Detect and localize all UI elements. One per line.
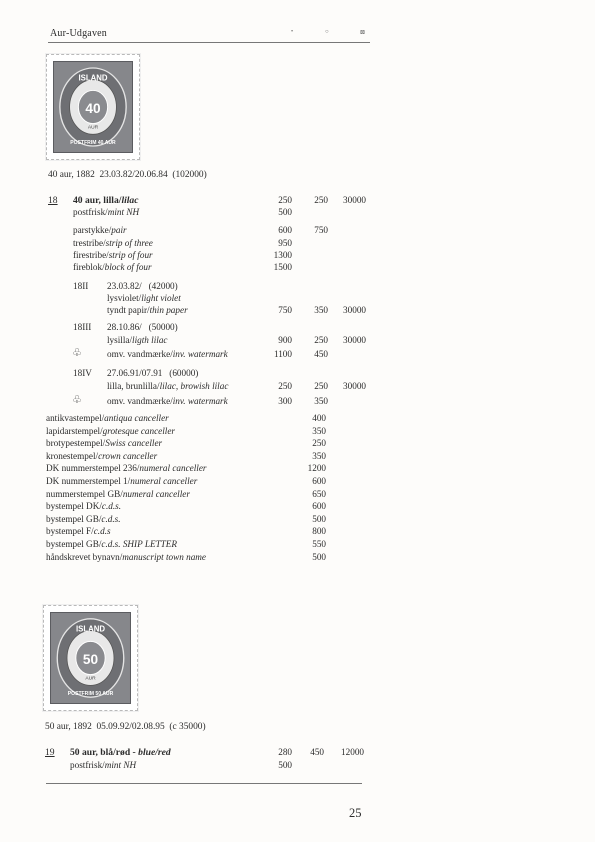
row-label: lysviolet/ [107, 293, 142, 303]
variant-date-range: 27.06.91/07.91 [107, 368, 163, 378]
row-label: postfrisk/ [73, 207, 108, 217]
list-item [107, 335, 168, 345]
header-rule [48, 42, 370, 43]
entry-number: 18 [48, 195, 58, 206]
cancel-label-en: numeral canceller [139, 463, 207, 474]
price-mint: 250 [278, 195, 292, 205]
variant-count: (42000) [148, 281, 178, 291]
stamp-country: ISLAND [75, 624, 106, 634]
variant-count: (60000) [169, 368, 199, 378]
stamp-design [54, 62, 132, 152]
list-item [107, 381, 228, 391]
row-price: 250 [314, 335, 328, 345]
cancel-label: lapidarstempel/ [46, 425, 103, 436]
cancel-label: håndskrevet bynavn/ [46, 551, 123, 562]
row-price: 500 [278, 760, 292, 770]
row-label: fireblok/ [73, 262, 105, 272]
cancel-label-en: c.d.s. [101, 513, 121, 524]
entry-title-value: 50 aur, blå/rød - [70, 747, 139, 758]
cancel-label: brotypestempel/ [46, 438, 106, 449]
price-used: 250 [314, 195, 328, 205]
cancel-list-item [46, 489, 190, 499]
caption-value: 50 aur, 1892 [45, 722, 92, 732]
list-item [107, 293, 181, 303]
row-label: omv. vandmærke/ [107, 396, 173, 406]
row-price: 1100 [273, 349, 292, 359]
list-item [73, 238, 153, 248]
cancel-label-en: crown canceller [98, 450, 158, 461]
list-item [70, 760, 136, 770]
row-price: 30000 [343, 381, 366, 391]
cancel-label-en: grotesque canceller [102, 425, 176, 436]
cancel-price: 600 [312, 476, 326, 486]
row-price: 900 [278, 335, 292, 345]
header-mark: ○ [325, 29, 329, 35]
row-price: 1500 [273, 262, 292, 272]
list-item [73, 225, 127, 235]
stamp-design [51, 613, 130, 703]
row-price: 750 [278, 305, 292, 315]
cancel-label: bystempel GB/ [46, 539, 102, 549]
entry-title-color-en: lilac [121, 195, 139, 206]
crown-watermark-icon: ♧ [72, 347, 82, 359]
header-mark: ⊠ [360, 30, 366, 36]
row-price: 250 [314, 381, 328, 391]
cancel-list-item [46, 413, 169, 423]
cancel-label-en: numeral canceller [130, 476, 198, 486]
cancel-price: 650 [312, 488, 326, 499]
row-label-en: pair [111, 225, 127, 235]
cancel-price: 350 [312, 425, 326, 436]
row-label-en: mint NH [107, 207, 140, 217]
cancel-label-en: c.d.s [93, 526, 111, 537]
caption-dates: 05.09.92/02.08.95 [96, 722, 165, 732]
list-item [73, 262, 152, 272]
cancel-list-item [46, 552, 206, 562]
cancel-label: bystempel GB/ [46, 513, 102, 524]
row-label-en: strip of three [105, 238, 153, 248]
cancel-price: 350 [312, 450, 326, 461]
variant-id: 18III [73, 322, 92, 332]
row-label-en: inv. watermark [172, 349, 228, 359]
price-cover: 12000 [341, 747, 364, 757]
variant-dates [107, 368, 198, 378]
stamp-caption [45, 722, 206, 732]
row-label-en: block of four [104, 262, 152, 272]
row-label: postfrisk/ [70, 760, 105, 770]
cancel-list-item [46, 426, 175, 436]
cancel-label: kronestempel/ [46, 450, 99, 461]
row-label-en: mint NH [104, 760, 137, 770]
list-item [73, 250, 153, 260]
stamp-value: 40 [85, 100, 101, 116]
cancel-list-item [46, 539, 177, 549]
running-head: Aur-Udgaven [50, 28, 107, 39]
row-label: lysilla/ [107, 335, 133, 345]
row-price: 250 [278, 381, 292, 391]
variant-id: 18II [73, 281, 89, 291]
cancel-price: 250 [312, 438, 326, 449]
list-item [107, 396, 228, 406]
cancel-label-en: c.d.s. SHIP LETTER [101, 539, 178, 549]
row-price: 350 [314, 305, 328, 315]
cancel-label: nummerstempel GB/ [46, 488, 123, 499]
cancel-list-item [46, 463, 207, 473]
cancel-label-en: numeral canceller [122, 488, 190, 499]
variant-date-range: 23.03.82/ [107, 281, 142, 291]
cancel-price: 600 [312, 501, 326, 512]
cancel-label-en: c.d.s. [101, 501, 122, 512]
stamp-image-40-aur [46, 54, 140, 160]
price-mint: 280 [278, 747, 292, 757]
row-label-en: ligth lilac [132, 335, 168, 345]
list-item [107, 305, 188, 315]
variant-id: 18IV [73, 368, 92, 378]
entry-title-color-en: blue/red [138, 747, 171, 758]
variant-dates [107, 322, 178, 332]
row-label: trestribe/ [73, 238, 106, 248]
stamp-country: ISLAND [78, 73, 108, 83]
row-label: tyndt papir/ [107, 305, 150, 315]
row-label: omv. vandmærke/ [107, 349, 173, 359]
cancel-label: DK nummerstempel 236/ [46, 463, 140, 474]
cancel-label: bystempel DK/ [46, 501, 102, 512]
stamp-aur: AUR [85, 676, 96, 682]
stamp-image-50-aur [43, 605, 138, 711]
caption-dates: 23.03.82/20.06.84 [99, 170, 168, 180]
variant-dates [107, 281, 178, 291]
cancel-list-item [46, 451, 157, 461]
cancel-price: 550 [312, 539, 326, 549]
cancel-label-en: manuscript town name [122, 551, 207, 562]
cancel-price: 800 [312, 526, 326, 537]
header-mark: • [291, 29, 294, 35]
row-label-en: lilac, browish lilac [159, 381, 229, 391]
caption-count: (c 35000) [169, 722, 206, 732]
row-price: 450 [314, 349, 328, 359]
entry-title [73, 195, 139, 206]
row-label-en: light violet [141, 293, 181, 303]
cancel-price: 500 [312, 551, 326, 562]
row-price: 750 [314, 225, 328, 235]
cancel-label: bystempel F/ [46, 526, 94, 537]
variant-count: (50000) [148, 322, 178, 332]
row-price: 350 [314, 396, 328, 406]
catalog-entry-number [45, 747, 55, 758]
cancel-list-item [46, 526, 111, 536]
stamp-bottom-text: POSTFRIM 40 AUR [70, 140, 116, 147]
row-label-en: strip of four [108, 250, 153, 260]
cancel-list-item [46, 438, 162, 448]
catalog-entry-number [48, 195, 58, 206]
cancel-list-item [46, 514, 121, 524]
caption-count: (102000) [172, 170, 207, 180]
stamp-aur: AUR [87, 125, 99, 131]
cancel-label: antikvastempel/ [46, 413, 105, 423]
cancel-price: 1200 [307, 463, 326, 474]
row-price: 1300 [273, 250, 292, 260]
row-price: 600 [278, 225, 292, 235]
cancel-list-item [46, 476, 197, 486]
entry-title [70, 747, 171, 758]
price-cover: 30000 [343, 195, 366, 205]
cancel-price: 400 [312, 413, 326, 423]
price-used: 450 [310, 747, 324, 757]
caption-value: 40 aur, 1882 [48, 170, 95, 180]
footer-rule [46, 783, 362, 784]
stamp-caption [48, 170, 207, 180]
row-price: 950 [278, 238, 292, 248]
row-label-en: inv. watermark [172, 396, 228, 406]
stamp-value: 50 [82, 651, 99, 667]
row-price: 30000 [343, 335, 366, 345]
cancel-label-en: antiqua canceller [104, 413, 169, 423]
row-price: 500 [278, 207, 292, 217]
row-price: 30000 [343, 305, 366, 315]
cancel-label: DK nummerstempel 1/ [46, 476, 131, 486]
row-price: 300 [278, 396, 292, 406]
cancel-label-en: Swiss canceller [105, 438, 163, 449]
row-label: parstykke/ [73, 225, 112, 235]
row-label-en: thin paper [149, 305, 188, 315]
cancel-list-item [46, 501, 121, 511]
entry-number: 19 [45, 747, 55, 758]
page-number: 25 [349, 806, 362, 820]
list-item [107, 349, 228, 359]
list-item [73, 207, 139, 217]
stamp-bottom-text: POSTFRIM 50 AUR [67, 691, 114, 698]
row-label: firestribe/ [73, 250, 109, 260]
variant-date-range: 28.10.86/ [107, 322, 142, 332]
entry-title-value: 40 aur, lilla/ [73, 195, 122, 206]
cancel-price: 500 [312, 513, 326, 524]
row-label: lilla, brunlilla/ [107, 381, 160, 391]
crown-watermark-icon: ♧ [72, 394, 82, 406]
